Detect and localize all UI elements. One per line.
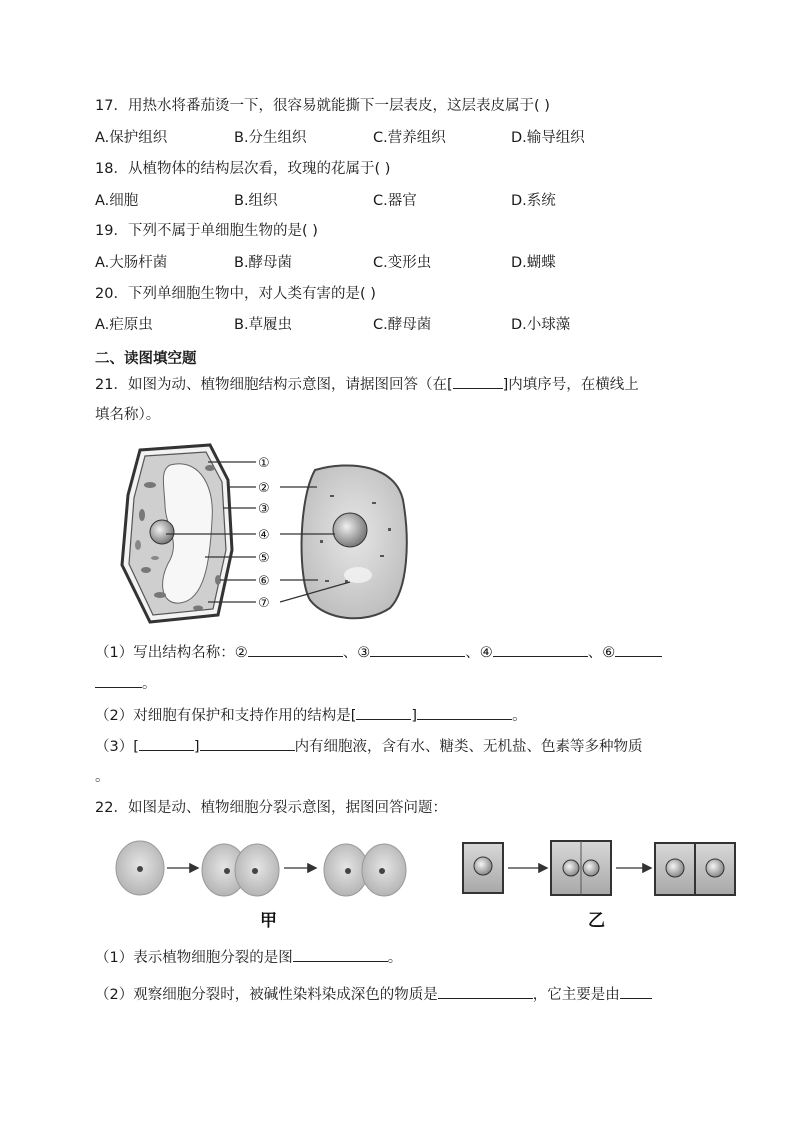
- question-17-option-b[interactable]: B.分生组织: [234, 130, 307, 146]
- q22-sub2-mid: ，它主要是由: [532, 987, 620, 1003]
- question-18-option-c[interactable]: C.器官: [373, 193, 417, 209]
- q21-sub3-number-blank[interactable]: [139, 736, 194, 751]
- animal-cell-division-diagram: [112, 838, 412, 933]
- label-4: ④: [258, 528, 270, 543]
- q22-sub2-prefix: （2）观察细胞分裂时，被碱性染料染成深色的物质是: [95, 987, 438, 1003]
- q21-blank-6a[interactable]: [615, 642, 662, 657]
- q21-blank-4[interactable]: [493, 642, 588, 657]
- question-17-option-a[interactable]: A.保护组织: [95, 130, 168, 146]
- label-2: ②: [258, 481, 270, 496]
- label-1: ①: [258, 456, 270, 471]
- q22-sub2-blank1[interactable]: [438, 984, 533, 999]
- question-20-option-d[interactable]: D.小球藻: [511, 317, 571, 333]
- q21-sub1-end: 。: [142, 676, 157, 692]
- q22-sub1-prefix: （1）表示植物细胞分裂的是图: [95, 950, 293, 966]
- question-19-option-a[interactable]: A.大肠杆菌: [95, 255, 168, 271]
- q21-sub1-sep2: 、④: [465, 645, 493, 661]
- label-jia: 甲: [260, 911, 277, 931]
- label-6: ⑥: [258, 574, 270, 589]
- question-17-option-c[interactable]: C.营养组织: [373, 130, 446, 146]
- question-18-option-a[interactable]: A.细胞: [95, 193, 139, 209]
- q22-sub2: [95, 984, 652, 1005]
- question-20-option-c[interactable]: C.酵母菌: [373, 317, 432, 333]
- diagram-labels: [258, 456, 270, 611]
- q21-sub1-sep3: 、⑥: [587, 645, 616, 661]
- question-20-option-a[interactable]: A.疟原虫: [95, 317, 153, 333]
- q21-stem-blank[interactable]: [453, 374, 503, 389]
- question-18-option-d[interactable]: D.系统: [511, 193, 556, 209]
- q21-sub3-mid: ]: [193, 739, 200, 755]
- question-18-stem: 18．从植物体的结构层次看，玫瑰的花属于( ): [95, 161, 391, 177]
- q21-sub3: [95, 736, 643, 757]
- label-5: ⑤: [258, 551, 270, 566]
- question-19-option-b[interactable]: B.酵母菌: [234, 255, 293, 271]
- question-19-option-d[interactable]: D.蝴蝶: [511, 255, 556, 271]
- q21-sub3-end: 。: [95, 769, 110, 785]
- question-20-stem: 20．下列单细胞生物中，对人类有害的是( ): [95, 286, 376, 302]
- question-17-stem: 17．用热水将番茄烫一下，很容易就能撕下一层表皮，这层表皮属于( ): [95, 98, 550, 114]
- cell-structure-diagram: [110, 440, 410, 625]
- q21-sub3-prefix: （3）[: [95, 739, 139, 755]
- q21-sub2-mid: ]: [411, 708, 418, 724]
- label-3: ③: [258, 502, 270, 517]
- q22-sub1-blank[interactable]: [293, 947, 388, 962]
- q21-blank-3[interactable]: [370, 642, 465, 657]
- q22-sub1: [95, 947, 402, 968]
- question-20-option-b[interactable]: B.草履虫: [234, 317, 293, 333]
- q21-sub2-name-blank[interactable]: [417, 705, 512, 720]
- q21-stem-b: ]内填序号，在横线上: [502, 377, 639, 393]
- q21-sub2-prefix: （2）对细胞有保护和支持作用的结构是[: [95, 708, 357, 724]
- question-19-stem: 19．下列不属于单细胞生物的是( ): [95, 223, 318, 239]
- q22-sub1-end: 。: [387, 950, 403, 966]
- label-7: ⑦: [258, 596, 270, 611]
- q21-blank-2[interactable]: [248, 642, 343, 657]
- q21-sub3-suffix: 内有细胞液，含有水、糖类、无机盐、色素等多种物质: [294, 739, 643, 755]
- q21-blank-6b[interactable]: [95, 673, 142, 688]
- q21-sub1-sep1: 、③: [342, 645, 371, 661]
- section-title: 二、读图填空题: [95, 351, 197, 367]
- question-19-option-c[interactable]: C.变形虫: [373, 255, 432, 271]
- q21-sub2-end: 。: [512, 708, 527, 724]
- animal-cell: [302, 465, 407, 618]
- question-18-option-b[interactable]: B.组织: [234, 193, 278, 209]
- question-22-stem: 22．如图是动、植物细胞分裂示意图，据图回答问题：: [95, 800, 447, 816]
- q21-sub3-name-blank[interactable]: [200, 736, 295, 751]
- q21-sub1: [95, 642, 662, 663]
- q21-sub2-number-blank[interactable]: [356, 705, 411, 720]
- q21-sub1-prefix: （1）写出结构名称：②: [95, 645, 248, 661]
- question-21-stem-line2: 填名称）。: [95, 407, 161, 423]
- question-17-option-d[interactable]: D.输导组织: [511, 130, 585, 146]
- question-21-stem-line1: [95, 374, 639, 395]
- q21-stem-a: 21．如图为动、植物细胞结构示意图，请据图回答（在[: [95, 377, 453, 393]
- q21-sub1-cont: [95, 673, 157, 694]
- plant-cell-division-diagram: [458, 838, 748, 933]
- q22-sub2-blank2[interactable]: [620, 984, 652, 999]
- q21-sub2: [95, 705, 527, 726]
- label-yi: 乙: [588, 911, 605, 931]
